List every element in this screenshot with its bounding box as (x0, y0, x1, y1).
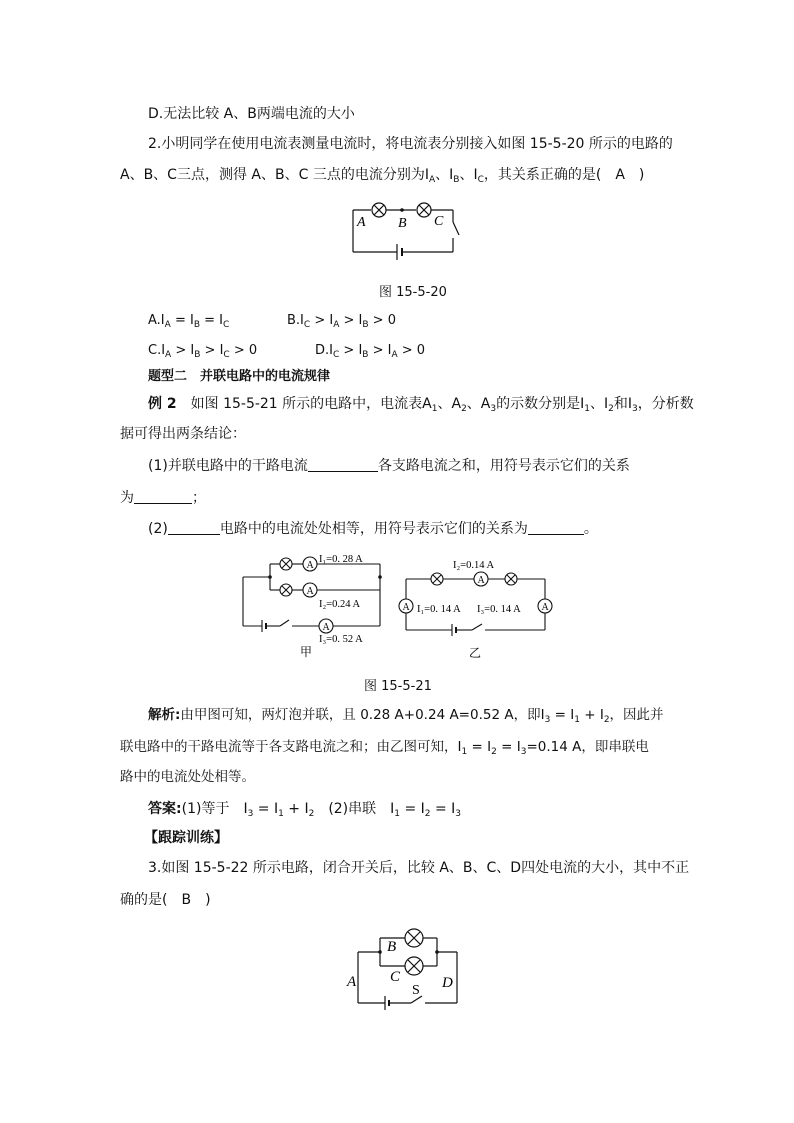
answer-line: 答案:(1)等于 $I_3 = I_1 + I_2$ (2)串联 $I_1 = I_2 = I_3$ (148, 801, 462, 819)
jia-label: 甲 (300, 645, 313, 659)
yi-meter-2-label: A (477, 575, 485, 586)
jia-meter-3-label: A (322, 622, 330, 633)
figure-15-5-20 (345, 200, 465, 262)
ex2-stem-line1: 例 2 如图 15-5-21 所示的电路中，电流表$A_1$、$A_2$、$A_3$的示数分别是$I_1$、$I_2$和$I_3$，分析数 (148, 396, 694, 414)
q3-stem-line1: 3.如图 15-5-22 所示电路，闭合开关后，比较 A、B、C、D四处电流的大小，其中不正 (148, 860, 690, 876)
training-heading: 【跟踪训练】 (144, 830, 228, 846)
fig22-label-b: B (387, 939, 397, 955)
yi-meter-3-label: A (541, 602, 549, 613)
fig20-label-a: A (357, 215, 366, 230)
answer-blank-4[interactable] (528, 520, 584, 535)
yi-meter-1-label: A (402, 602, 410, 613)
q1-option-d: D.无法比较 A、B两端电流的大小 (148, 106, 355, 122)
figure-15-5-20-caption: 图 15-5-20 (379, 285, 447, 300)
q2-option-c: $C.I_A > I_B > I_C > 0$ (148, 343, 258, 360)
analysis-line3: 路中的电流处处相等。 (120, 769, 255, 785)
analysis-line2: 联电路中的干路电流等于各支路电流之和；由乙图可知，$I_1 = I_2 = I_3=0.14$ A，即串联电 (120, 739, 649, 757)
fig22-label-s: S (412, 983, 420, 998)
figure-15-5-21-caption: 图 15-5-21 (364, 679, 432, 694)
analysis-label: 解析: (148, 707, 181, 723)
figure-15-5-21-yi (397, 553, 555, 660)
fig20-label-b: B (398, 216, 407, 231)
fig20-label-c: C (434, 214, 444, 229)
ex2-stem-line2: 据可得出两条结论： (120, 426, 246, 442)
q2-stem-line2: A、B、C三点，测得 A、B、C 三点的电流分别为$I_A$、$I_B$、$I_C$，其关系正确的是( A ) (120, 167, 645, 185)
fig22-label-d: D (442, 975, 453, 991)
answer-blank-3[interactable] (168, 520, 220, 535)
jia-meter-1-label: A (306, 560, 314, 571)
fig22-label-c: C (390, 969, 401, 985)
q2-option-a: $A.I_A = I_B = I_C$ (148, 313, 230, 330)
yi-i1-label: I₁=0. 14 A (417, 604, 461, 615)
q2-option-b: $B.I_C > I_A > I_B > 0$ (287, 313, 396, 330)
q2-stem-line1: 2.小明同学在使用电流表测量电流时，将电流表分别接入如图 15-5-20 所示的电路的 (148, 136, 673, 152)
figure-15-5-22 (345, 925, 465, 1015)
jia-i1-label: I₁=0. 28 A (319, 554, 363, 565)
answer-label: 答案: (148, 801, 182, 817)
section-heading-type2: 题型二 并联电路中的电流规律 (148, 369, 331, 384)
fig22-label-a: A (347, 974, 357, 990)
q3-stem-line2: 确的是( B ) (120, 892, 211, 908)
jia-i2-label: I₂=0.24 A (319, 599, 361, 610)
answer-blank-2[interactable] (134, 489, 192, 504)
ex2-part2: (2) 电路中的电流处处相等，用符号表示它们的关系为 。 (148, 521, 598, 537)
yi-i2-label: I₂=0.14 A (453, 560, 495, 571)
ex2-part1b: 为 ； (120, 490, 206, 506)
ex2-part1: (1)并联电路中的干路电流 各支路电流之和，用符号表示它们的关系 (148, 458, 630, 474)
yi-i3-label: I₃=0. 14 A (477, 604, 521, 615)
q2-option-d: $D.I_C > I_B > I_A > 0$ (315, 343, 426, 360)
analysis-line1: 解析:由甲图可知，两灯泡并联，且 0.28 A+0.24 A=0.52 A，即$I_3 = I_1 + I_2$，因此并 (148, 707, 664, 725)
jia-i3-label: I₃=0. 52 A (319, 634, 363, 645)
jia-meter-2-label: A (306, 586, 314, 597)
yi-label: 乙 (469, 646, 482, 660)
ex2-label: 例 2 (148, 396, 177, 412)
answer-blank-1[interactable] (308, 457, 378, 472)
figure-15-5-21-jia (240, 550, 390, 660)
